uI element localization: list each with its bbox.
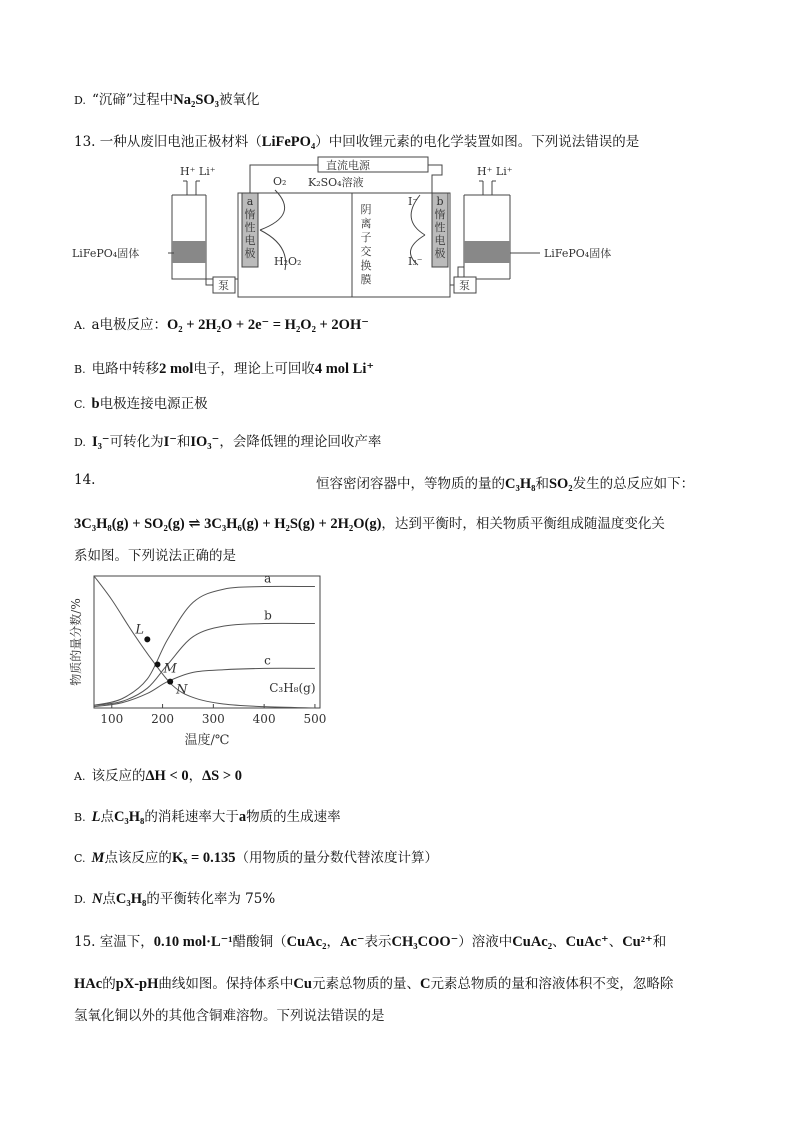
q14-option-a bbox=[74, 764, 242, 785]
series-label: b bbox=[264, 608, 272, 623]
chem-formula: CuAc⁺ bbox=[565, 934, 609, 950]
q13-option-c bbox=[74, 392, 208, 413]
membrane-text: 离 bbox=[360, 217, 372, 230]
option-text: 可转化为 bbox=[109, 434, 164, 450]
question-number: 15. bbox=[74, 934, 96, 950]
option-label: C. bbox=[74, 852, 86, 865]
x-tick-label: 300 bbox=[201, 712, 225, 726]
electrode-b-text: b bbox=[436, 195, 444, 208]
stem-text: 、 bbox=[552, 934, 566, 950]
electrolytic-cell bbox=[238, 193, 450, 297]
electrode-b-text: 性 bbox=[434, 221, 446, 234]
option-label: D. bbox=[74, 893, 86, 906]
option-text: 被氧化 bbox=[219, 92, 260, 108]
left-solid-label: LiFePO₄固体 bbox=[72, 247, 140, 260]
electrode-a-text: 极 bbox=[244, 247, 256, 260]
equilibrium-composition-chart bbox=[68, 570, 338, 755]
stem-text: 和 bbox=[652, 934, 667, 950]
membrane-text: 交 bbox=[360, 245, 372, 258]
option-text: 点 bbox=[100, 809, 114, 825]
chem-formula: C bbox=[419, 976, 431, 992]
option-text: 该反应的 bbox=[91, 768, 146, 784]
point-label: M bbox=[163, 661, 177, 677]
q14-equation-line bbox=[74, 512, 665, 533]
chem-formula: a bbox=[238, 809, 247, 825]
chem-formula: IO₃⁻ bbox=[190, 434, 220, 450]
stem-text: 发生的总反应如下： bbox=[572, 476, 695, 492]
q13-option-b bbox=[74, 357, 374, 378]
stem-text: ）溶液中 bbox=[458, 934, 513, 950]
stem-text: 和 bbox=[535, 476, 549, 492]
left-solid bbox=[172, 241, 206, 263]
membrane-text: 子 bbox=[360, 231, 372, 244]
stem-text: 系如图。下列说法正确的是 bbox=[74, 548, 236, 564]
electrode-a-text: 性 bbox=[244, 221, 256, 234]
q15-stem-line3 bbox=[74, 1004, 385, 1024]
q14-option-d bbox=[74, 887, 275, 908]
stem-text: ，达到平衡时，相关物质平衡组成随温度变化关 bbox=[381, 516, 665, 532]
option-text: 电子，理论上可回收 bbox=[193, 361, 315, 377]
chem-formula: Kₓ = 0.135 bbox=[171, 850, 236, 866]
q14-stem-line3 bbox=[74, 544, 236, 564]
option-text: 电路中转移 bbox=[91, 361, 160, 377]
stem-text: 元素总物质的量、 bbox=[311, 976, 420, 992]
option-text: “沉碲”过程中 bbox=[91, 92, 174, 108]
q15-stem-line2 bbox=[74, 972, 673, 993]
stem-text: 、 bbox=[608, 934, 623, 950]
right-ions: H⁺ Li⁺ bbox=[477, 165, 513, 178]
series-label: C₃H₈(g) bbox=[269, 681, 316, 696]
chem-formula: Na₂SO₃ bbox=[173, 92, 220, 108]
chem-formula: SO₂ bbox=[548, 476, 573, 492]
stem-text: ）中回收锂元素的电化学装置如图。下列说法错误的是 bbox=[315, 134, 640, 150]
q14-stem-line1 bbox=[74, 472, 95, 488]
membrane-text: 换 bbox=[360, 259, 372, 272]
option-label: A. bbox=[74, 770, 86, 783]
q14-option-b bbox=[74, 805, 341, 826]
question-number: 14. bbox=[74, 472, 96, 488]
pump-right-label: 泵 bbox=[459, 279, 470, 292]
option-text: （用物质的量分数代替浓度计算） bbox=[235, 850, 439, 866]
q13-option-d bbox=[74, 430, 381, 451]
point-label: N bbox=[176, 682, 188, 698]
chem-formula: HAc bbox=[74, 976, 103, 992]
electrode-b-text: 惰 bbox=[434, 208, 446, 221]
stem-text: ， bbox=[326, 934, 340, 950]
option-text: 和 bbox=[176, 434, 191, 450]
option-label: A. bbox=[74, 319, 86, 332]
option-text: 物质的生成速率 bbox=[246, 809, 341, 825]
point-marker bbox=[167, 679, 173, 685]
electrode-b-text: 极 bbox=[434, 247, 446, 260]
chem-formula: 4 mol Li⁺ bbox=[314, 361, 375, 377]
stem-text: 恒容密闭容器中，等物质的量的 bbox=[316, 476, 505, 492]
stem-text: 氢氧化铜以外的其他含铜难溶物。下列说法错误的是 bbox=[74, 1008, 385, 1024]
option-label: D. bbox=[74, 94, 86, 107]
chem-formula: CuAc₂ bbox=[286, 934, 327, 950]
q12-option-d bbox=[74, 88, 260, 109]
point-label: L bbox=[135, 622, 144, 638]
option-text: 的消耗速率大于 bbox=[144, 809, 239, 825]
option-text: 点该反应的 bbox=[104, 850, 172, 866]
triiodide-label: I₃⁻ bbox=[408, 255, 423, 268]
option-label: B. bbox=[74, 363, 86, 376]
membrane-text: 膜 bbox=[360, 273, 372, 286]
option-text: a电极反应： bbox=[91, 317, 168, 333]
option-text: 点 bbox=[102, 891, 116, 907]
series-label: a bbox=[264, 571, 272, 586]
x-tick-label: 100 bbox=[100, 712, 124, 726]
electrode-a-text: 惰 bbox=[244, 208, 256, 221]
y-axis-label: 物质的量分数/% bbox=[69, 598, 83, 686]
chem-formula: CuAc₂ bbox=[512, 934, 553, 950]
x-tick-label: 400 bbox=[252, 712, 276, 726]
x-axis-label: 温度/℃ bbox=[184, 733, 230, 748]
q13-stem bbox=[74, 130, 639, 151]
stem-text: 元素总物质的量和溶液体积不变，忽略除 bbox=[430, 976, 674, 992]
solution-label: K₂SO₄溶液 bbox=[308, 176, 364, 189]
option-text: 电极连接电源正极 bbox=[99, 396, 208, 412]
electrode-b-text: 电 bbox=[434, 234, 446, 247]
point-label: L bbox=[91, 809, 101, 825]
chem-formula: 0.10 mol·L⁻¹ bbox=[153, 934, 233, 950]
x-tick-label: 500 bbox=[303, 712, 327, 726]
option-label: B. bbox=[74, 811, 86, 824]
iodide-label: I⁻ bbox=[408, 195, 419, 208]
electrode-a-text: 电 bbox=[244, 234, 256, 247]
chem-formula: Cu bbox=[293, 976, 312, 992]
stem-text: 一种从废旧电池正极材料（ bbox=[99, 134, 262, 150]
h2o2-label: H₂O₂ bbox=[274, 255, 302, 268]
option-text: ， bbox=[188, 768, 203, 784]
power-label: 直流电源 bbox=[326, 159, 370, 172]
pump-left-label: 泵 bbox=[218, 279, 229, 292]
q14-stem-line1-text bbox=[316, 472, 694, 493]
option-text: ，会降低锂的理论回收产率 bbox=[219, 434, 382, 450]
stem-text: 的 bbox=[102, 976, 116, 992]
membrane-text: 阴 bbox=[360, 203, 372, 216]
chem-formula: C₃H₈ bbox=[113, 809, 145, 825]
chem-formula: C₃H₈ bbox=[505, 476, 536, 492]
chem-formula: O₂ + 2H₂O + 2e⁻ = H₂O₂ + 2OH⁻ bbox=[167, 317, 369, 333]
stem-text: 曲线如图。保持体系中 bbox=[158, 976, 294, 992]
chem-formula: C₃H₈ bbox=[115, 891, 147, 907]
chem-formula: I⁻ bbox=[163, 434, 177, 450]
point-label: M bbox=[91, 850, 105, 866]
chem-formula: ΔS > 0 bbox=[202, 768, 243, 784]
point-label: N bbox=[91, 891, 103, 907]
stem-text: 表示 bbox=[364, 934, 392, 950]
chem-formula: Ac⁻ bbox=[339, 934, 365, 950]
right-solid bbox=[464, 241, 510, 263]
chem-formula: ΔH < 0 bbox=[145, 768, 189, 784]
option-text: 的平衡转化率为 75% bbox=[146, 891, 276, 907]
chem-formula: CH₃COO⁻ bbox=[391, 934, 459, 950]
chem-formula: pX-pH bbox=[115, 976, 159, 992]
point-marker bbox=[144, 636, 150, 642]
chem-formula: 2 mol bbox=[159, 361, 194, 377]
chem-formula: b bbox=[91, 396, 100, 412]
left-ions: H⁺ Li⁺ bbox=[180, 165, 216, 178]
stem-text: 室温下， bbox=[99, 934, 154, 950]
electrochemical-apparatus-diagram bbox=[70, 155, 630, 300]
point-marker bbox=[154, 661, 160, 667]
chem-formula: LiFePO₄ bbox=[261, 134, 316, 150]
stem-text: 醋酸铜（ bbox=[232, 934, 287, 950]
x-tick-label: 200 bbox=[151, 712, 175, 726]
question-number: 13. bbox=[74, 134, 96, 150]
chem-formula: I₃⁻ bbox=[91, 434, 110, 450]
option-label: D. bbox=[74, 436, 86, 449]
q15-stem-line1 bbox=[74, 930, 666, 951]
q14-option-c bbox=[74, 846, 438, 867]
electrode-a-text: a bbox=[246, 195, 254, 208]
q13-option-a bbox=[74, 313, 369, 334]
right-solid-label: LiFePO₄固体 bbox=[544, 247, 612, 260]
option-label: C. bbox=[74, 398, 86, 411]
equation: 3C₃H₈(g) + SO₂(g) ⇌ 3C₃H₆(g) + H₂S(g) + 2H₂O(g) bbox=[74, 516, 382, 532]
series-label: c bbox=[264, 653, 271, 668]
o2-label: O₂ bbox=[273, 175, 287, 188]
chem-formula: Cu²⁺ bbox=[622, 934, 653, 950]
